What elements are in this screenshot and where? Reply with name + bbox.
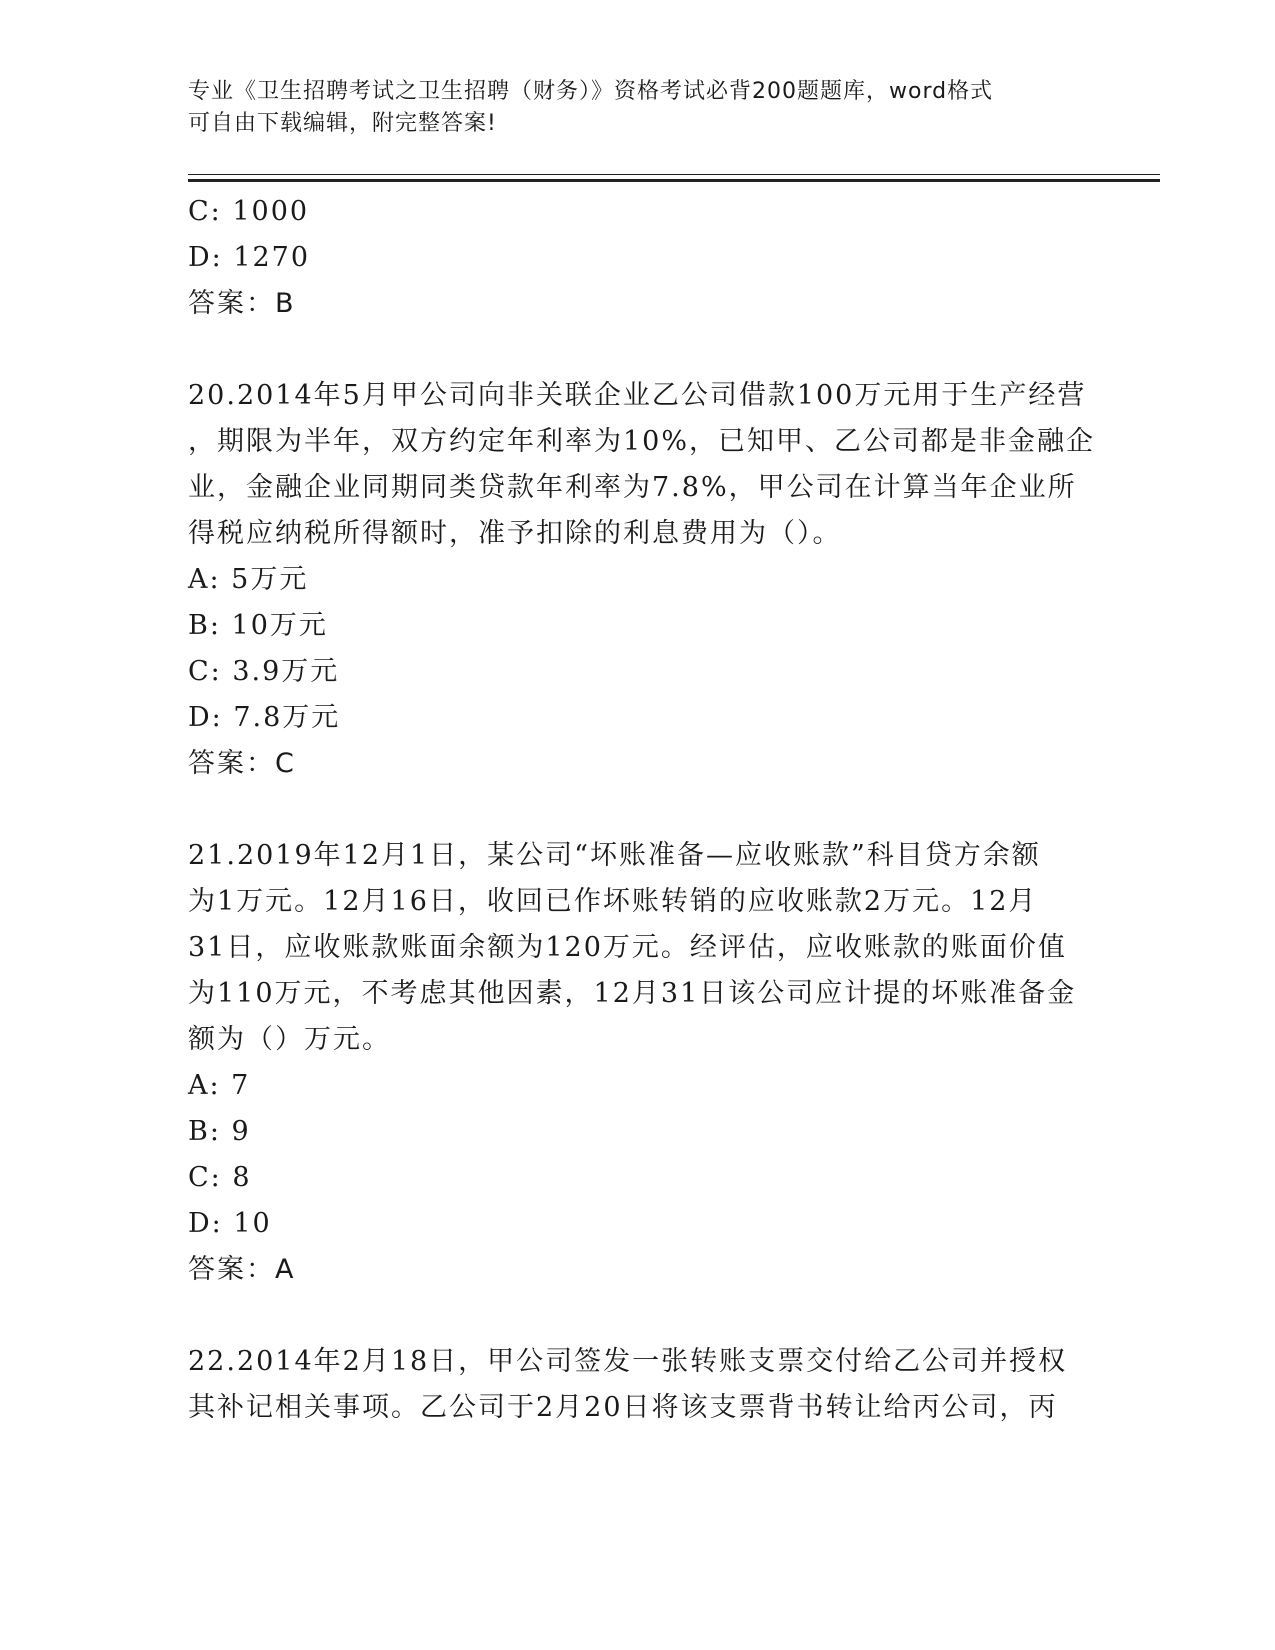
option-d: D: 10 [188, 1208, 272, 1239]
option-b: B: 9 [188, 1116, 251, 1147]
header-title-line-1: 专业《卫生招聘考试之卫生招聘（财务）》资格考试必背200题题库，word格式 [188, 79, 994, 104]
spacer [188, 327, 1088, 373]
option-c: C: 1000 [188, 196, 310, 227]
question-text-line: 为1万元。12月16日，收回已作坏账转销的应收账款2万元。12月 [188, 886, 1038, 917]
option-d: D: 7.8万元 [188, 702, 341, 733]
answer-line: 答案：C [188, 748, 296, 779]
header-divider-thick [188, 179, 1160, 182]
question-text-line: 业，金融企业同期同类贷款年利率为7.8%，甲公司在计算当年企业所 [188, 472, 1077, 503]
option-d: D: 1270 [188, 242, 311, 273]
question-20 [188, 373, 1096, 787]
question-text-line: 22.2014年2月18日，甲公司签发一张转账支票交付给乙公司并授权 [188, 1346, 1068, 1377]
question-22 [188, 1339, 1088, 1431]
option-c: C: 8 [188, 1162, 252, 1193]
question-text-line: 其补记相关事项。乙公司于2月20日将该支票背书转让给丙公司，丙 [188, 1392, 1058, 1423]
option-c: C: 3.9万元 [188, 656, 340, 687]
header-divider-thin [188, 174, 1160, 175]
question-text-line: 20.2014年5月甲公司向非关联企业乙公司借款100万元用于生产经营 [188, 380, 1087, 411]
option-a: A: 7 [188, 1070, 251, 1101]
question-text-line: 21.2019年12月1日，某公司“坏账准备—应收账款”科目贷方余额 [188, 840, 1041, 871]
option-b: B: 10万元 [188, 610, 328, 641]
option-a: A: 5万元 [188, 564, 309, 595]
question-text-line: 额为（）万元。 [188, 1024, 391, 1055]
header-title-line-2: 可自由下载编辑，附完整答案! [188, 111, 497, 136]
previous-question-tail [188, 189, 1088, 327]
question-list [188, 189, 1096, 1431]
question-text-line: 31日，应收账款账面余额为120万元。经评估，应收账款的账面价值 [188, 932, 1067, 963]
answer-line: 答案：A [188, 1254, 296, 1285]
spacer [188, 1293, 1088, 1339]
spacer [188, 787, 1088, 833]
question-text-line: 得税应纳税所得额时，准予扣除的利息费用为（）。 [188, 518, 842, 549]
question-21 [188, 833, 1088, 1293]
answer-line: 答案：B [188, 288, 296, 319]
question-text-line: ，期限为半年，双方约定年利率为10%，已知甲、乙公司都是非金融企 [188, 426, 1096, 457]
question-text-line: 为110万元，不考虑其他因素，12月31日该公司应计提的坏账准备金 [188, 978, 1077, 1009]
document-header [188, 76, 1088, 140]
